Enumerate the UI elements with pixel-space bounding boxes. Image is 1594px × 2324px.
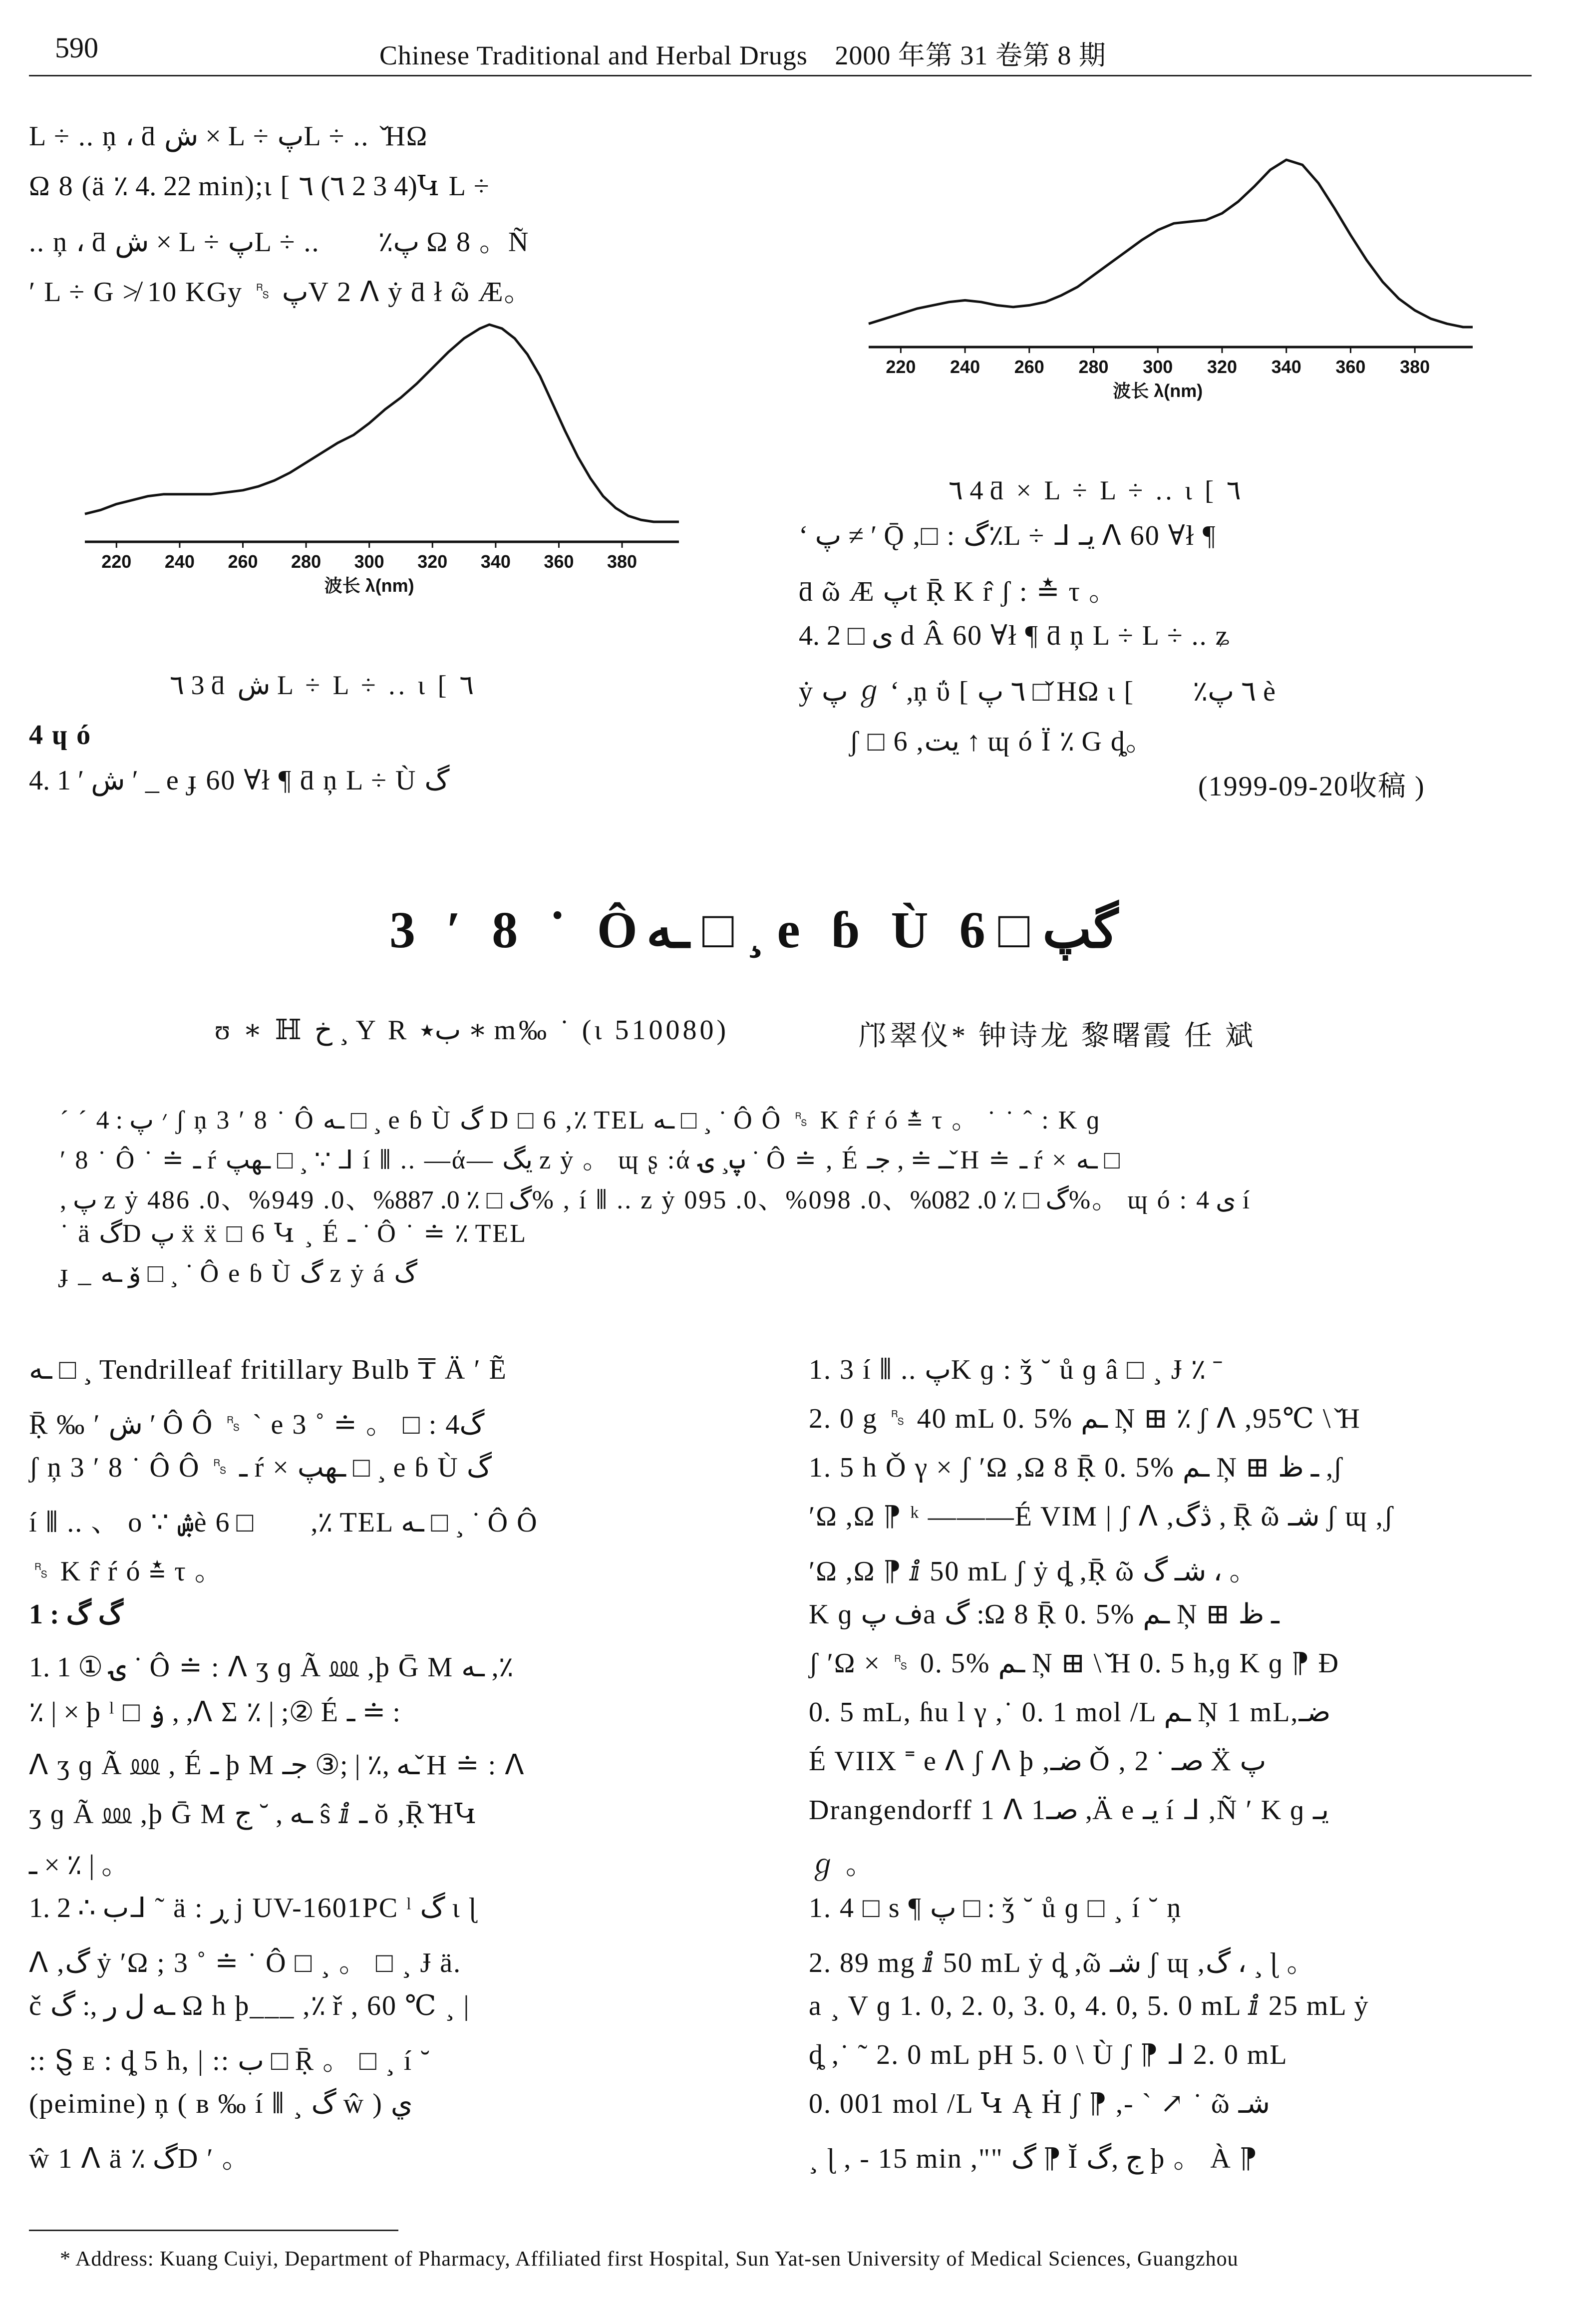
x-tick-label: 380	[1400, 357, 1430, 377]
footnote-address: * Address: Kuang Cuiyi, Department of Pharmacy, Affiliated first Hospital, Sun Yat-sen University of Medical Sciences, Guangzhou	[60, 2248, 1239, 2271]
body-left-line: Ṝ ‰ ′ ش ′ Ô Ô ␞ ˋ e 3 ˚ ≐ 。 □ : گ4	[29, 1409, 485, 1440]
page-header	[0, 31, 1594, 81]
body-left-line: 1. 1 ① ۍ ˙ Ô ≐ : ᐱ ʒ ɡ Ã ⅏ ,þ Ḡ M ـه ,٪	[29, 1652, 514, 1683]
journal-name: Chinese Traditional and Herbal Drugs	[379, 40, 808, 70]
x-tick-label: 240	[164, 551, 195, 572]
body-right-line: 2. 89 mg ⅈ 50 mL ẏ ȡ ,ῶ شـ ʃ ɰ ,گ ، ¸ ɭ 。	[809, 1947, 1316, 1978]
body-left-line: í ⦀ .. 、 o ∵ ۺè ۆ۫ □ 6 ,٪ TEL ـه □ ¸ ˙ Ô Ô	[29, 1507, 538, 1538]
body-left-line: ـ × ٪ | 。	[29, 1850, 131, 1881]
x-tick-label: 380	[607, 551, 638, 572]
body-left-line: ␞ K r̂ ŕ ó ≛ τ 。	[29, 1556, 224, 1587]
x-tick-label: 360	[1335, 357, 1366, 377]
affiliation-line: ʊ ∗ ℍ خ ¸ Y R ب٭ ∗ m‰ ˙ (ι 510080)	[215, 1015, 729, 1046]
x-tick-label: 260	[228, 551, 258, 572]
journal-issue: 2000 年第 31 卷第 8 期	[835, 40, 1106, 70]
right-paragraph-line: ẏ پ ℊ ‘ ,ņ ΰ [ ٦ پ □ ̌HΩ ι [ ٦ پ٪ ۆ۫ è	[799, 676, 1277, 707]
body-right-line: 0. 5 mL, ɦu l γ ,˙ 0. 1 mol /L ـم Ņ 1 mL,ضـ	[809, 1697, 1331, 1728]
footnote-rule	[29, 2230, 398, 2231]
uv-spectrum-chart-left-svg	[75, 315, 689, 624]
body-left-line: ŵ 1 ᐱ ä ٪ گD ʹ 。	[29, 2143, 251, 2174]
x-tick-label: 300	[1143, 357, 1173, 377]
body-left-line: ٪ | × þ ˡ □ ۏ , ,ᐱ Σ ٪ | ;② É ـ ≐ :	[29, 1697, 400, 1728]
x-axis-label: 波长 λ(nm)	[324, 575, 414, 596]
body-left-line: ʃ ņ 3 ′ 8 ˙ Ô Ô ␞ ـ ŕ × ـهپ □ ¸ e ɓ Ù گ	[29, 1452, 492, 1483]
body-left-line: ᐱ ,گ ẏ ʹΩ ; 3 ˚ ≐ ˙ Ô □ ¸ 。 □ ¸ Ɉ ä.	[29, 1947, 462, 1978]
body-right-line: a ¸ V ɡ 1. 0, 2. 0, 3. 0, 4. 0, 5. 0 mL ⅈ 25 mL ẏ	[809, 1990, 1369, 2021]
body-left-line: 1. 2 ∴ بᒧ ˜ ä : ڕ j UV-1601PC ˡ گ ι ɭ	[29, 1893, 478, 1924]
section-4-heading: 4 ɥ ó	[29, 720, 92, 751]
body-right-line: K ɡ ف پa گ :Ω 8 Ṝ 0. 5% ـم Ņ ⊞ ـ ظ	[809, 1599, 1279, 1630]
x-tick-label: 260	[1014, 357, 1044, 377]
figure-4-caption: ٦ 4 ƌ × L ÷ L ÷ .. ι [ ٦	[949, 475, 1241, 505]
left-paragraph-line: L ÷ .. ņ ، ƌ ش × L ÷ پL ÷ .. ︎ ̌HΩ	[29, 121, 428, 152]
section-1-heading: 1 : گ گ	[29, 1599, 123, 1630]
body-right-line: É VIIX ˭ e ᐱ ʃ ᐱ þ ,ضـ Ǒ , صـ ˙ 2 Ẍ پ	[809, 1746, 1267, 1777]
right-paragraph-line: ‘ پ ≠ ′ Ǭ ,□ : گ٪L ÷ ᒧ يـ ᐱ 60 ∀ł ¶	[799, 520, 1217, 551]
x-tick-label: 220	[886, 357, 916, 377]
x-tick-label: 300	[354, 551, 384, 572]
x-tick-label: 340	[480, 551, 511, 572]
right-paragraph-line: 4. 2 □ ى d Â 60 ∀ł ¶ ƌ ņ L ÷ L ÷ .. ʑ	[799, 620, 1231, 651]
body-right-line: ℊ 。	[809, 1850, 875, 1881]
body-right-line: ʃ ʹΩ × ␞ 0. 5% ـم Ņ ⊞ \ ̌H 0. 5 h,ɡ K ɡ ⁋ Ð	[809, 1648, 1340, 1679]
x-tick-label: 320	[417, 551, 448, 572]
article-title: 3 ′ 8 ˙ Ôـه □ ¸ e ɓ Ù گپ □ 6	[389, 901, 1119, 959]
x-tick-label: 340	[1271, 357, 1301, 377]
body-left-line: ـه □ ¸ Tendrilleaf fritillary Bulb ₸ Ä ′ Ẽ	[29, 1354, 507, 1385]
body-left-line: (peimine) ņ ( ʙ ‰ í ⦀ ¸ گ ŵ ) ي	[29, 2088, 413, 2119]
body-right-line: ʹΩ ,Ω ⁋ ⅈ 50 mL ʃ ẏ ȡ ,Ṝ ῶ شـ گ ، 。	[809, 1556, 1259, 1587]
body-right-line: ʹΩ ,Ω ⁋ ᵏ ———É VIM | ʃ ᐱ ,ڎگ , Ṝ ῶ شـ ʃ ɰ ,ʃ	[809, 1501, 1394, 1532]
body-right-line: ¸ ɭ , - 15 min ,"" گ ⁋ Ĭ ج ,گ þ 。 À ⁋	[809, 2143, 1259, 2174]
left-paragraph-line: Ω 8 (ä ٪ 4. 22 min);ι [ ٦ (٦ 2 3 4)Կ L ÷	[29, 171, 490, 202]
abstract-line: ˊ ˊ ׳ پ : 4 ʃ ņ 3 ′ 8 ˙ Ô ـه □ ¸ e ɓ Ù گ D □ 6 ,٪ TEL ـه □ ¸ ˙ Ô Ô ␞ K r̂ ŕ ó ≛ τ 。 ˙ ˙ ˆ : K ɡ	[60, 1106, 1101, 1135]
body-right-line: 1. 5 h Ǒ γ × ʃ ʹΩ ,Ω 8 Ṝ 0. 5% ـم Ņ ⊞ ـ ظ ,ʃ	[809, 1452, 1343, 1483]
body-right-line: ȡ ,˙ ˜ 2. 0 mL pH 5. 0 \ Ù ʃ ⁋ ᒧ 2. 0 mL	[809, 2039, 1288, 2070]
header-rule	[29, 75, 1532, 76]
page-number: 590	[55, 31, 98, 64]
uv-spectrum-chart-figure-4	[859, 150, 1483, 429]
journal-title	[379, 34, 1106, 72]
x-tick-label: 280	[1078, 357, 1109, 377]
right-paragraph-line: ۆ۫ ʃ □ 6 ,يت ↑ ɰ ó Ï ٪ G ȡ。	[799, 726, 1155, 757]
figure-3-caption: ٦ 3 ƌ ش L ÷ L ÷ .. ι [ ٦	[170, 670, 474, 700]
x-axis-label: 波长 λ(nm)	[1113, 381, 1203, 401]
right-paragraph-line: ƌ ῶ Æ پt Ṝ K r̂ ʃ : ≛ τ 。	[799, 576, 1118, 607]
x-tick-label: 240	[950, 357, 980, 377]
left-paragraph-line: .. ņ ، ƌ ش × L ÷ پL ÷ .. پ٪ ۆ۫ Ω 8 。Ñ	[29, 227, 530, 258]
abstract-line: ′ 8 ˙ Ô ˙ ≐ ـ ŕ ـهپ □ ¸ ∵ ᒧ í ⦀ .. —ά— یگ z ẏ 。 ɰ ʂ :ά پ¸ ۍ ˙ Ô ≐ , É ــ ≐ , جـ ̌H ≐ ـ ŕ × ـه □	[60, 1146, 1120, 1174]
x-tick-label: 360	[544, 551, 574, 572]
body-left-line: č ـه ل ر ,: گ Ω h þ___ ,٪ ř , 60 ℃ ¸ |	[29, 1990, 470, 2021]
x-tick-label: 280	[291, 551, 321, 572]
body-left-line: ʒ ɡ Ã ⅏ ,þ Ḡ M ـه , ˘ ج ŝ ⅈ ـ ŏ ,Ṝ ̌HԿ	[29, 1799, 478, 1830]
left-paragraph-line: ′ L ÷ G ≯ 10 KGy ␞ پV 2 ᐱ ẏ ƌ ł ῶ Æ。	[29, 277, 533, 308]
section-4-1-heading: 4. 1 ′ ش ′ _ e ɟ 60 ∀ł ¶ ƌ ņ L ÷ Ù گ	[29, 765, 450, 796]
uv-spectrum-chart-right-svg	[859, 150, 1483, 429]
body-right-line: 0. 001 mol /L Կ Ą Ḣ ʃ ⁋ ,- ˋ ↗ ˙ ῶ شـ	[809, 2088, 1271, 2119]
x-tick-label: 320	[1207, 357, 1238, 377]
body-left-line: :: Ȿ ᴇ : ȡ 5 h, | :: ب □ Ṝ 。 □ ¸ í ˘	[29, 2045, 431, 2076]
x-tick-label: 220	[101, 551, 132, 572]
received-date: (1999-09-20收稿 )	[1198, 771, 1425, 802]
spectrum-line	[85, 325, 679, 522]
body-left-line: ᐱ ʒ ɡ Ã ⅏ , É ـ þ M ـه ,٪ | ;③ جـ ̌H ≐ : ᐱ	[29, 1750, 525, 1781]
author-list: 邝翠仪* 钟诗龙 黎曙霞 任 斌	[859, 1021, 1256, 1052]
body-right-line: 1. 3 í ⦀ .. پK ɡ : ǯ ˘ ů ɡ â □ ¸ Ɉ ٪ ˉ	[809, 1354, 1223, 1385]
body-right-line: 1. 4 □ s ¶ پ □ : ǯ ˘ ů ɡ □ ¸ í ˘ ņ	[809, 1893, 1182, 1924]
uv-spectrum-chart-figure-3	[75, 315, 689, 624]
body-right-line: Drangendorff 1 ᐱ 1صـ ,Ä e يـ í ᒧ ,Ñ ′ K ɡ يـ	[809, 1795, 1329, 1826]
spectrum-line	[869, 160, 1473, 327]
abstract-line: ɟ _ ۆ ـه □ ¸ ˙ Ô e ɓ Ù گ z ẏ á گ	[60, 1259, 418, 1288]
abstract-line: ˙ ä گD پ ẍ ẍ □ 6 Կ ¸ É ـ ˙ Ô ˙ ≐ ٪ TEL	[60, 1219, 527, 1248]
abstract-line: , پ z ẏ گ □ ٪ 0. 887%、0. 949%、0. 486% , í ⦀ .. z ẏ گ □ ٪ 0. 082%、0. 098%、0. 095%。 ɰ ó : ﯼ 4 í	[60, 1186, 1252, 1214]
body-right-line: 2. 0 g ␞ 40 mL 0. 5% ـم Ņ ⊞ ٪ ʃ ᐱ ,95℃ \ ̌H	[809, 1403, 1361, 1434]
